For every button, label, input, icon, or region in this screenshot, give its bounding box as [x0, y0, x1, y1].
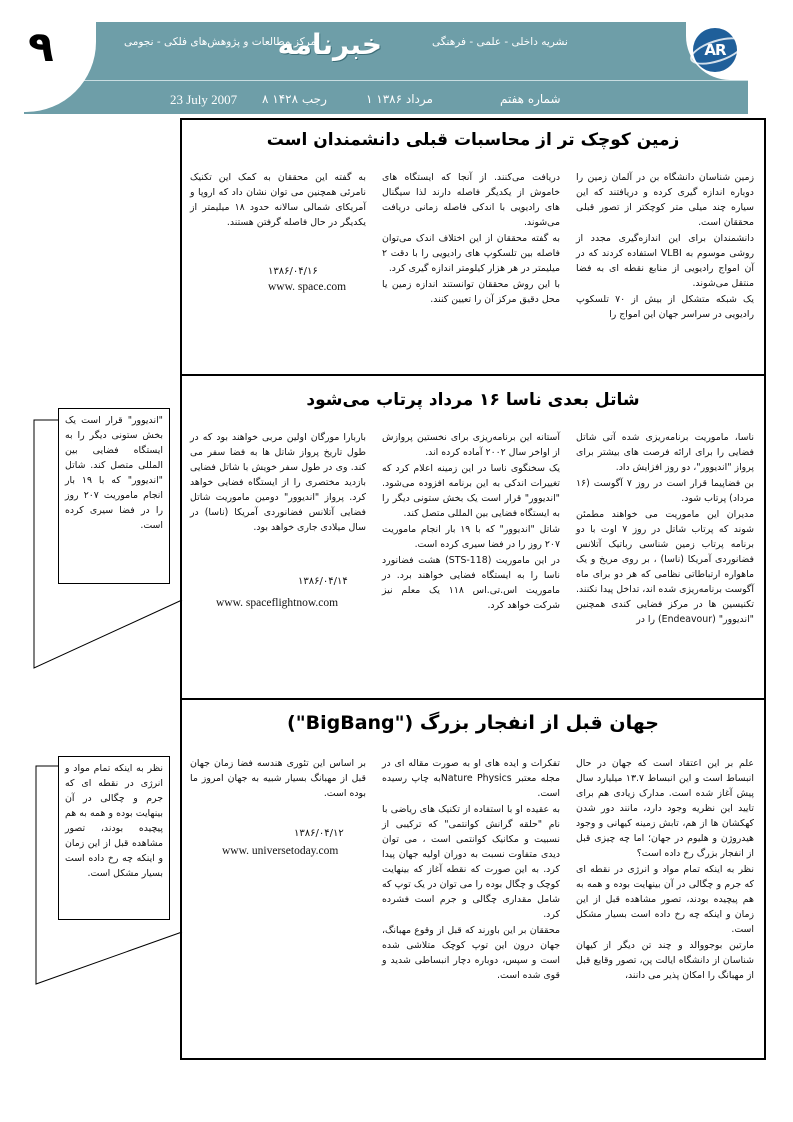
center-name: مرکز مطالعات و پژوهش‌های فلکی - نجومی	[124, 36, 317, 48]
paragraph: باربارا مورگان اولین مربی خواهند بود که در طول تاریخ پرواز شاتل ها به فضا سفر می کند. وی در طول سفر خویش با شاتل فضایی بازدید مختصری را از ایستگاه فضایی خواهد کرد. پرواز "اندیوور" دومین ماموریت شاتل فضایی آتلانس فضانوردی آمریکا (ناسا) در سال میلادی جاری خواهد بود.	[190, 432, 366, 533]
logo-text: AR	[704, 41, 726, 59]
paragraph: مدیران این ماموریت می خواهند مطمئن شوند که پرتاب شاتل در روز ۷ اوت با دو برنامه پرتاب زمین شناسی رباتیک آتلانس فضانوردی آمریکا (ناسا) ، بر روی مریخ و یک ماهواره ارتباطاتی نظامی که هر دو برای ماه آگوست برنامه‌ریزی شده اند، تداخل پیدا نکنند. تکنیسین ها در مرکز فضایی کندی همچنین "اندیوور" (Endeavour) را در	[576, 509, 754, 625]
article-date: ۱۳۸۶/۰۴/۱۴	[298, 576, 348, 587]
callout-line-shuttle	[34, 420, 182, 668]
article-title: جهان قبل از انفجار بزرگ ("BigBang")	[287, 712, 659, 734]
article-date: ۱۳۸۶/۰۴/۱۶	[268, 266, 318, 277]
paragraph: محققان بر این باورند که قبل از وقوع مهبانگ، جهان درون این توپ کوچک متلاشی شده است و سپس، دوباره دچار انبساطی شدید و قوی شده است.	[382, 925, 560, 981]
paragraph: زمین شناسان دانشگاه بن در آلمان زمین را دوباره اندازه گیری کرده و دریافتند که این سیاره چند میلی متر کوچکتر از تصور قبلی محققان است.	[576, 172, 754, 228]
paragraph: به گفته این محققان به کمک این تکنیک نامرئی همچنین می توان نشان داد که اروپا و آمریکای شمالی سالانه حدود ۱۸ میلیمتر از یکدیگر در حال فاصله گرفتن هستند.	[190, 172, 366, 228]
page-number: ٩	[28, 22, 54, 71]
paragraph: تفکرات و ایده های او به صورت مقاله ای در مجله معتبر Nature Physicsبه چاپ رسیده است.	[382, 758, 560, 799]
paragraph: بر اساس این تئوری هندسه فضا زمان جهان قبل از مهبانگ بسیار شبیه به جهان امروز ما بوده است.	[190, 758, 366, 799]
side-note-bigbang: نظر به اینکه تمام مواد و انرژی در نقطه ای که جرم و چگالی در آن بینهایت بوده و همه به هم پیچیده بودند، تصور مشاهده قبل از این زمان و اینکه چه رخ داده است بسیار مشکل است.	[58, 756, 170, 920]
issue-number: شماره هفتم	[500, 92, 561, 106]
paragraph: مارتین بوجووالد و چند تن دیگر از کیهان شناسان از دانشگاه ایالت پن، تصور وقایع قبل از مهبانگ را امکان پذیر می دانند،	[576, 940, 754, 981]
article-title: شاتل بعدی ناسا ۱۶ مرداد پرتاب می‌شود	[306, 390, 640, 410]
paragraph: ناسا، ماموریت برنامه‌ریزی شده آتی شاتل فضایی را برای ارائه فرصت های بیشتر برای پرواز "اندیوور"، دو روز افزایش داد.	[576, 432, 754, 473]
paragraph: با این روش محققان توانستند اندازه زمین یا محل دقیق مرکز آن را تعیین کنند.	[382, 279, 560, 305]
paragraph: نظر به اینکه تمام مواد و انرژی در نقطه ای که جرم و چگالی در آن بینهایت بوده و همه به هم پیچیده بودند، تصور مشاهده قبل از این زمان و اینکه چه رخ داده است بسیار مشکل است.	[576, 864, 754, 935]
paragraph: یک شبکه متشکل از بیش از ۷۰ تلسکوپ رادیویی در سراسر جهان این امواج را	[576, 294, 754, 320]
tagline: نشریه داخلی - علمی - فرهنگی	[432, 36, 568, 48]
paragraph: یک سخنگوی ناسا در این زمینه اعلام کرد که تغییرات اندکی به این برنامه افزوده می‌شود. "اندیوور" قرار است یک بخش ستونی دیگر را به ایستگاه فضایی بین المللی متصل کند.	[382, 463, 560, 519]
masthead-title: خبرنامه	[277, 28, 382, 61]
article-source-link[interactable]: www. spaceflightnow.com	[216, 597, 339, 609]
paragraph: در این ماموریت (STS-118) هشت فضانورد ناسا را به ایستگاه فضایی خواهند برد. در ماموریت اس.تی.اس ۱۱۸ یک معلم نیز شرکت خواهد کرد.	[382, 555, 560, 611]
paragraph: دانشمندان برای این اندازه‌گیری مجدد از روشی موسوم به VLBI استفاده کردند که در آن امواج رادیویی از منابع نقطه ای به فضا منتقل می‌شوند.	[576, 233, 754, 289]
paragraph: آستانه این برنامه‌ریزی برای نخستین پروازش از اواخر سال ۲۰۰۲ آماده کرده اند.	[382, 432, 560, 458]
article-source-link[interactable]: www. space.com	[268, 281, 347, 293]
paragraph: به عقیده او با استفاده از تکنیک های ریاضی با نام "حلقه گرانش کوانتمی" که ترکیبی از نسبیت و مکانیک کوانتمی است ، می توان دیدی متفاوت نسبت به دوران اولیه جهان پیدا کرد. به این صورت که نقطه آغاز که بینهایت کوچک و چگال بوده را می توان در یک توپ که شامل مقداری چگالی و جرم است فشرده کرد.	[382, 804, 560, 920]
article-source-link[interactable]: www. universetoday.com	[222, 845, 339, 857]
date-shamsi: ۱ مرداد ۱۳۸۶	[366, 92, 433, 106]
paragraph: شاتل "اندیوور" که با ۱۹ بار انجام ماموریت ۲۰۷ روز را در فضا سیری کرده است.	[382, 524, 560, 550]
side-note-shuttle: "اندیوور" قرار است یک بخش ستونی دیگر را به ایستگاه فضایی بین المللی متصل کند. شاتل "اندیوور" که با ۱۹ بار انجام ماموریت ۲۰۷ روز را در فضا سیری کرده است.	[58, 408, 170, 584]
paragraph: به گفته محققان از این اختلاف اندک می‌توان فاصله بین تلسکوپ های رادیویی را با دقت ۲ میلیمتر در هر هزار کیلومتر اندازه گیری کرد.	[382, 233, 560, 274]
article-date: ۱۳۸۶/۰۴/۱۲	[294, 828, 344, 839]
callout-line-bigbang	[36, 766, 182, 984]
date-hijri: ۸ رجب ۱۴۲۸	[262, 92, 327, 106]
article-title: زمین کوچک تر از محاسبات قبلی دانشمندان است	[266, 130, 680, 150]
date-gregorian: 23 July 2007	[170, 92, 238, 107]
paragraph: بن فضاپیما قرار است در روز ۷ آگوست (۱۶ مرداد) پرتاب شود.	[576, 478, 755, 504]
paragraph: علم بر این اعتقاد است که جهان در حال انبساط است و این انبساط ۱۳.۷ میلیارد سال پیش آغاز شده است. مدارک زیادی هم برای تایید این نظریه وجود دارد، مانند دور شدن کهکشان ها از هم، تابش زمینه کیهانی و وجود هیدروژن و هلیوم در جهان؛ اما چه چیزی قبل از انفجار بزرگ رخ داده است؟	[576, 758, 754, 859]
paragraph: دریافت می‌کنند. از آنجا که ایستگاه های خاموش از یکدیگر فاصله دارند لذا سیگنال های رادیویی با اندکی فاصله زمانی دریافت می‌شوند.	[382, 172, 560, 228]
